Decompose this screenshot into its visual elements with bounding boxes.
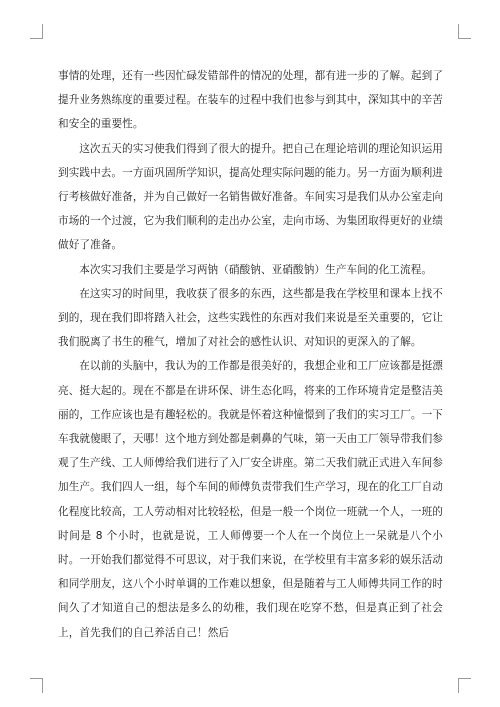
paragraph: 事情的处理，还有一些因忙碌发错部件的情况的处理，都有进一步的了解。起到了提升业务熟练度的重要过程。在装车的过程中我们也参与到其中，深知其中的辛苦和安全的重要性。 [58, 70, 443, 131]
crop-mark-top-right [458, 24, 471, 39]
crop-mark-bottom-right [458, 678, 471, 693]
crop-mark-top-left [30, 24, 43, 39]
document-body [58, 64, 443, 645]
paragraph: 本次实习我们主要是学习两钠（硝酸钠、亚硝酸钠）生产车间的化工流程。 [79, 263, 433, 276]
crop-mark-bottom-left [30, 678, 43, 693]
paragraph: 在这实习的时间里，我收获了很多的东西，这些都是我在学校里和课本上找不到的，现在我们即将踏入社会，这些实践性的东西对我们来说是至关重要的，它让我们脱离了书生的稚气，增加了对社会的感性认识、对知识的更深入的了解。 [58, 287, 443, 349]
paragraph: 这次五天的实习使我们得到了很大的提升。把自己在理论培训的理论知识运用到实践中去。一方面巩固所学知识，提高处理实际问题的能力。另一方面为顺利进行考核做好准备，并为自己做好一名销售做好准备。车间实习是我们从办公室走向市场的一个过渡，它为我们顺利的走出办公室，走向市场、为集团取得更好的业绩做好了准备。 [58, 142, 443, 252]
paragraph: 在以前的头脑中，我认为的工作都是很美好的，我想企业和工厂应该都是挺漂亮、挺大起的。现在不都是在讲环保、讲生态化吗，将来的工作环境肯定是整洁美丽的，工作应该也是有趣轻松的。我就是怀着这种憧憬到了我们的实习工厂。一下车我就傻眼了，天哪！这个地方到处都是刺鼻的气味，第一天由工厂领导带我们参观了生产线、工人师傅给我们进行了入厂安全讲座。第二天我们就正式进入车间参加生产。我们四人一组，每个车间的师傅负责带我们生产学习，现在的化工厂自动化程度比较高，工人劳动相对比较轻松，但是一般一个岗位一班就一个人，一班的时间是 8 个小时，也就是说，工人师傅要一个人在一个岗位上一呆就是八个小时。一开始我们都觉得不可思议，对于我们来说，在学校里有丰富多彩的娱乐活动和同学朋友，这八个小时单调的工作难以想象，但是随着与工人师傅共同工作的时间久了才知道自己的想法是多么的幼稚，我们现在吃穿不愁，但是真正到了社会上，首先我们的自己养活自己！然后 [58, 360, 443, 639]
